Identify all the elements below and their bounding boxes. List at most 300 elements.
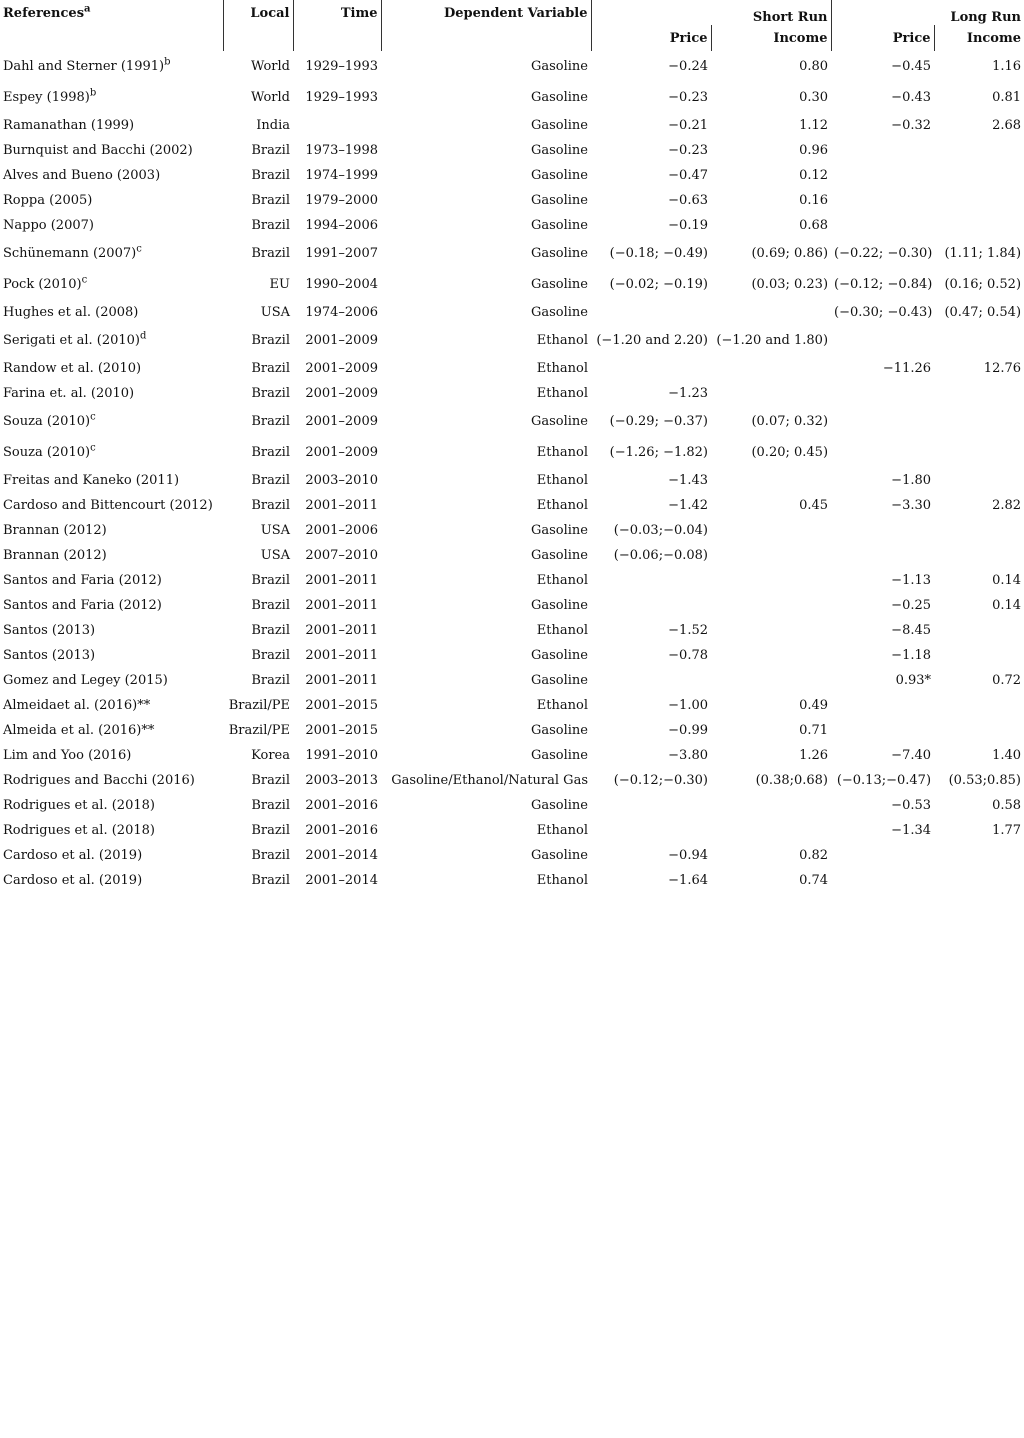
cell-local: USA xyxy=(260,548,290,563)
cell-short-run-price xyxy=(591,668,711,693)
cell-short-run-income xyxy=(711,643,831,668)
cell-long-run-income: 0.81 xyxy=(992,90,1022,105)
cell-long-run-income: 1.40 xyxy=(992,748,1022,763)
reference-text: Gomez and Legey (2015) xyxy=(3,673,168,688)
cell-time: 2003–2010 xyxy=(305,473,378,488)
cell-reference xyxy=(0,643,223,668)
cell-short-run-income: 0.49 xyxy=(799,698,829,713)
cell-long-run-income xyxy=(934,188,1024,213)
reference-text: Schünemann (2007) xyxy=(3,246,137,261)
cell-long-run-income xyxy=(934,618,1024,643)
cell-long-run-income xyxy=(934,325,1024,356)
cell-long-run-price: −7.40 xyxy=(891,748,932,763)
cell-reference xyxy=(0,437,223,468)
table-row xyxy=(0,381,1024,406)
table-body xyxy=(0,51,1024,893)
cell-long-run-income xyxy=(934,406,1024,437)
cell-dependent-variable: Gasoline xyxy=(530,59,588,74)
table-row xyxy=(0,163,1024,188)
cell-dependent-variable: Ethanol xyxy=(536,445,588,460)
cell-reference xyxy=(0,468,223,493)
cell-reference xyxy=(0,381,223,406)
cell-long-run-price: −1.13 xyxy=(891,573,932,588)
cell-short-run-price xyxy=(591,568,711,593)
cell-time: 1974–1999 xyxy=(305,168,378,183)
cell-reference xyxy=(0,163,223,188)
cell-short-run-income xyxy=(711,818,831,843)
cell-time: 1979–2000 xyxy=(305,193,378,208)
table-row xyxy=(0,568,1024,593)
cell-long-run-price xyxy=(831,868,934,893)
cell-time: 2001–2009 xyxy=(305,414,378,429)
cell-reference xyxy=(0,188,223,213)
cell-long-run-price xyxy=(831,843,934,868)
cell-long-run-price xyxy=(831,163,934,188)
cell-local: Brazil xyxy=(251,386,290,401)
table-row xyxy=(0,718,1024,743)
cell-dependent-variable: Gasoline xyxy=(530,748,588,763)
cell-short-run-income xyxy=(711,568,831,593)
table-row xyxy=(0,468,1024,493)
cell-reference xyxy=(0,768,223,793)
cell-long-run-price: 0.93* xyxy=(895,673,932,688)
cell-dependent-variable: Gasoline xyxy=(530,246,588,261)
cell-short-run-income xyxy=(711,518,831,543)
cell-short-run-price: (−1.26; −1.82) xyxy=(609,445,708,460)
reference-text: Serigati et al. (2010) xyxy=(3,333,141,348)
cell-short-run-price: −1.42 xyxy=(668,498,708,513)
cell-local: Brazil xyxy=(251,414,290,429)
cell-short-run-price xyxy=(591,300,711,325)
cell-long-run-income: (0.53;0.85) xyxy=(948,773,1022,788)
cell-long-run-price: (−0.30; −0.43) xyxy=(834,305,933,320)
cell-short-run-price: −0.23 xyxy=(668,143,708,158)
cell-short-run-price: −0.24 xyxy=(668,59,708,74)
table-row xyxy=(0,643,1024,668)
cell-reference xyxy=(0,325,223,356)
cell-long-run-income xyxy=(934,543,1024,568)
cell-short-run-price: −0.99 xyxy=(668,723,708,738)
cell-time: 2001–2011 xyxy=(305,498,378,513)
cell-reference xyxy=(0,668,223,693)
cell-short-run-income xyxy=(711,356,831,381)
long-run-price-header: Price xyxy=(831,25,934,51)
cell-dependent-variable: Gasoline xyxy=(530,305,588,320)
cell-short-run-price: (−1.20 and 2.20) xyxy=(596,333,708,348)
cell-short-run-income: 0.80 xyxy=(799,59,829,74)
cell-short-run-income: 0.96 xyxy=(799,143,829,158)
cell-long-run-price xyxy=(831,213,934,238)
cell-time: 2001–2009 xyxy=(305,386,378,401)
table-row xyxy=(0,238,1024,269)
cell-long-run-income xyxy=(934,718,1024,743)
cell-reference xyxy=(0,356,223,381)
cell-reference xyxy=(0,693,223,718)
cell-reference xyxy=(0,269,223,300)
cell-long-run-price: −1.18 xyxy=(891,648,932,663)
reference-text: Freitas and Kaneko (2011) xyxy=(3,473,180,488)
cell-reference xyxy=(0,743,223,768)
cell-local: Brazil xyxy=(251,498,290,513)
cell-time: 2001–2016 xyxy=(305,798,378,813)
reference-text: Cardoso and Bittencourt (2012) xyxy=(3,498,213,513)
cell-local: Brazil xyxy=(251,873,290,888)
cell-long-run-income: (0.47; 0.54) xyxy=(944,305,1022,320)
cell-long-run-income xyxy=(934,381,1024,406)
cell-long-run-income: 2.68 xyxy=(992,118,1022,133)
cell-dependent-variable: Ethanol xyxy=(536,873,588,888)
cell-reference xyxy=(0,543,223,568)
cell-short-run-price xyxy=(591,356,711,381)
cell-short-run-income: 0.45 xyxy=(799,498,829,513)
cell-long-run-income xyxy=(934,643,1024,668)
cell-dependent-variable: Ethanol xyxy=(536,333,588,348)
cell-long-run-income xyxy=(934,437,1024,468)
cell-long-run-price: −0.43 xyxy=(891,90,932,105)
cell-time: 1991–2010 xyxy=(305,748,378,763)
cell-long-run-income: 0.58 xyxy=(992,798,1022,813)
cell-long-run-income xyxy=(934,868,1024,893)
cell-local: Brazil/PE xyxy=(228,698,290,713)
table-row xyxy=(0,618,1024,643)
cell-short-run-income: (0.69; 0.86) xyxy=(751,246,829,261)
cell-local: Brazil xyxy=(251,648,290,663)
cell-dependent-variable: Gasoline xyxy=(530,648,588,663)
cell-dependent-variable: Gasoline xyxy=(530,168,588,183)
cell-time: 2001–2009 xyxy=(305,361,378,376)
reference-text: Santos and Faria (2012) xyxy=(3,598,162,613)
cell-reference xyxy=(0,138,223,163)
cell-time xyxy=(293,113,381,138)
table-row xyxy=(0,793,1024,818)
cell-time: 1929–1993 xyxy=(305,90,378,105)
cell-local: India xyxy=(256,118,290,133)
table-row xyxy=(0,818,1024,843)
cell-long-run-income: 2.82 xyxy=(992,498,1022,513)
cell-local: Brazil xyxy=(251,333,290,348)
cell-long-run-income: 1.16 xyxy=(992,59,1022,74)
footnote-marker: c xyxy=(81,274,88,286)
cell-short-run-price: −0.78 xyxy=(668,648,708,663)
cell-dependent-variable: Ethanol xyxy=(536,573,588,588)
long-run-income-header: Income xyxy=(966,30,1022,46)
reference-text: Hughes et al. (2008) xyxy=(3,305,139,320)
cell-reference xyxy=(0,406,223,437)
reference-text: Santos (2013) xyxy=(3,623,96,638)
table-row xyxy=(0,743,1024,768)
table-row xyxy=(0,113,1024,138)
cell-time: 2001–2009 xyxy=(305,333,378,348)
cell-short-run-income: 0.16 xyxy=(799,193,829,208)
cell-long-run-income xyxy=(934,518,1024,543)
cell-local: Brazil xyxy=(251,573,290,588)
reference-text: Ramanathan (1999) xyxy=(3,118,135,133)
reference-text: Roppa (2005) xyxy=(3,193,93,208)
table-row xyxy=(0,493,1024,518)
reference-text: Pock (2010) xyxy=(3,277,82,292)
cell-dependent-variable: Gasoline xyxy=(530,723,588,738)
reference-text: Cardoso et al. (2019) xyxy=(3,873,143,888)
cell-local: Brazil xyxy=(251,673,290,688)
cell-time: 2001–2014 xyxy=(305,848,378,863)
cell-short-run-income: 0.71 xyxy=(799,723,829,738)
cell-short-run-income: 1.26 xyxy=(799,748,829,763)
cell-long-run-price xyxy=(831,693,934,718)
table-row xyxy=(0,188,1024,213)
cell-reference xyxy=(0,493,223,518)
reference-text: Burnquist and Bacchi (2002) xyxy=(3,143,193,158)
cell-long-run-price: −8.45 xyxy=(891,623,932,638)
cell-local: World xyxy=(251,90,290,105)
cell-dependent-variable: Gasoline xyxy=(530,798,588,813)
cell-long-run-price xyxy=(831,188,934,213)
cell-short-run-price xyxy=(591,593,711,618)
cell-dependent-variable: Gasoline xyxy=(530,118,588,133)
cell-short-run-price: (−0.29; −0.37) xyxy=(609,414,708,429)
cell-long-run-income xyxy=(934,843,1024,868)
table-row xyxy=(0,269,1024,300)
reference-text: Souza (2010) xyxy=(3,445,91,460)
cell-local: Brazil xyxy=(251,246,290,261)
cell-dependent-variable: Gasoline xyxy=(530,218,588,233)
cell-time: 2001–2015 xyxy=(305,698,378,713)
cell-short-run-income xyxy=(711,468,831,493)
cell-local: Brazil xyxy=(251,473,290,488)
cell-short-run-price: −0.23 xyxy=(668,90,708,105)
cell-dependent-variable: Gasoline xyxy=(530,90,588,105)
cell-long-run-price: (−0.12; −0.84) xyxy=(834,277,933,292)
cell-time: 2007–2010 xyxy=(305,548,378,563)
cell-time: 2001–2011 xyxy=(305,573,378,588)
table-row xyxy=(0,843,1024,868)
cell-short-run-price: −0.19 xyxy=(668,218,708,233)
cell-short-run-price xyxy=(591,818,711,843)
local-header: Local xyxy=(223,0,293,51)
cell-dependent-variable: Gasoline xyxy=(530,277,588,292)
cell-reference xyxy=(0,818,223,843)
cell-short-run-price: −0.63 xyxy=(668,193,708,208)
cell-long-run-price: −0.32 xyxy=(891,118,932,133)
header-row-1 xyxy=(0,0,1024,25)
cell-local: Brazil xyxy=(251,823,290,838)
references-header: References$^a$ xyxy=(0,0,223,51)
reference-text: Santos (2013) xyxy=(3,648,96,663)
table-row xyxy=(0,300,1024,325)
short-run-income-header: Income xyxy=(711,25,831,51)
cell-long-run-income: 0.14 xyxy=(992,573,1022,588)
table-row xyxy=(0,213,1024,238)
cell-reference xyxy=(0,793,223,818)
table-row xyxy=(0,325,1024,356)
cell-long-run-price xyxy=(831,325,934,356)
cell-short-run-price: −1.43 xyxy=(668,473,708,488)
time-header: Time xyxy=(293,0,381,51)
cell-short-run-income: 1.12 xyxy=(799,118,829,133)
cell-time: 2001–2011 xyxy=(305,648,378,663)
reference-text: Espey (1998) xyxy=(3,90,90,105)
table-row xyxy=(0,593,1024,618)
cell-short-run-price: −0.94 xyxy=(668,848,708,863)
cell-time: 2001–2014 xyxy=(305,873,378,888)
cell-short-run-income xyxy=(711,668,831,693)
cell-reference xyxy=(0,568,223,593)
cell-time: 1990–2004 xyxy=(305,277,378,292)
cell-dependent-variable: Ethanol xyxy=(536,498,588,513)
table-row xyxy=(0,437,1024,468)
reference-text: Nappo (2007) xyxy=(3,218,94,233)
table-row xyxy=(0,668,1024,693)
short-run-header: Short Run xyxy=(591,0,831,25)
cell-short-run-price: −1.52 xyxy=(668,623,708,638)
cell-long-run-income xyxy=(934,138,1024,163)
cell-reference xyxy=(0,113,223,138)
cell-dependent-variable: Gasoline xyxy=(530,193,588,208)
reference-text: Farina et. al. (2010) xyxy=(3,386,135,401)
cell-time: 2001–2016 xyxy=(305,823,378,838)
cell-short-run-price: −3.80 xyxy=(668,748,708,763)
cell-long-run-income: (1.11; 1.84) xyxy=(944,246,1022,261)
cell-reference xyxy=(0,868,223,893)
cell-short-run-price: −1.64 xyxy=(668,873,708,888)
cell-local: Brazil xyxy=(251,193,290,208)
reference-text: Rodrigues et al. (2018) xyxy=(3,823,155,838)
reference-text: Souza (2010) xyxy=(3,414,91,429)
cell-local: USA xyxy=(260,305,290,320)
table-row xyxy=(0,693,1024,718)
reference-text: Brannan (2012) xyxy=(3,548,107,563)
long-run-header: Long Run xyxy=(950,10,1022,25)
cell-short-run-income xyxy=(711,300,831,325)
table-row xyxy=(0,768,1024,793)
cell-short-run-price xyxy=(591,793,711,818)
cell-local: Brazil xyxy=(251,168,290,183)
cell-short-run-income xyxy=(711,593,831,618)
cell-long-run-price xyxy=(831,138,934,163)
cell-long-run-income xyxy=(934,163,1024,188)
table-row xyxy=(0,543,1024,568)
cell-long-run-price: −11.26 xyxy=(882,361,932,376)
reference-text: Almeidaet al. (2016)** xyxy=(3,698,151,713)
cell-long-run-price xyxy=(831,543,934,568)
cell-long-run-price: −1.80 xyxy=(891,473,932,488)
cell-long-run-income: (0.16; 0.52) xyxy=(944,277,1022,292)
cell-long-run-income: 0.72 xyxy=(992,673,1022,688)
footnote-marker: c xyxy=(136,243,142,255)
cell-dependent-variable: Gasoline xyxy=(530,598,588,613)
cell-local: Brazil xyxy=(251,361,290,376)
cell-short-run-price: (−0.12;−0.30) xyxy=(613,773,708,788)
cell-local: Brazil xyxy=(251,798,290,813)
cell-reference xyxy=(0,51,223,82)
cell-local: World xyxy=(251,59,290,74)
cell-local: EU xyxy=(269,277,290,292)
cell-short-run-income xyxy=(711,381,831,406)
cell-local: Korea xyxy=(251,748,290,763)
cell-short-run-income: (0.03; 0.23) xyxy=(751,277,829,292)
cell-long-run-price: −3.30 xyxy=(891,498,932,513)
reference-text: Rodrigues and Bacchi (2016) xyxy=(3,773,195,788)
cell-long-run-price xyxy=(831,518,934,543)
cell-short-run-price: −0.21 xyxy=(668,118,708,133)
cell-long-run-price xyxy=(831,406,934,437)
dependent-variable-header: Dependent Variable xyxy=(381,0,591,51)
cell-long-run-income: 12.76 xyxy=(983,361,1022,376)
cell-time: 1973–1998 xyxy=(305,143,378,158)
table-row xyxy=(0,518,1024,543)
cell-long-run-income xyxy=(934,213,1024,238)
cell-local: Brazil xyxy=(251,445,290,460)
table-row xyxy=(0,51,1024,82)
cell-time: 2001–2006 xyxy=(305,523,378,538)
reference-text: Lim and Yoo (2016) xyxy=(3,748,132,763)
cell-short-run-income xyxy=(711,543,831,568)
cell-reference xyxy=(0,518,223,543)
cell-dependent-variable: Ethanol xyxy=(536,473,588,488)
reference-text: Rodrigues et al. (2018) xyxy=(3,798,155,813)
cell-short-run-income: (0.38;0.68) xyxy=(755,773,829,788)
cell-local: Brazil xyxy=(251,848,290,863)
cell-long-run-income: 1.77 xyxy=(992,823,1022,838)
footnote-marker: b xyxy=(164,56,171,68)
cell-time: 1991–2007 xyxy=(305,246,378,261)
cell-long-run-price xyxy=(831,381,934,406)
cell-time: 1994–2006 xyxy=(305,218,378,233)
cell-short-run-income: (−1.20 and 1.80) xyxy=(716,333,829,348)
cell-long-run-price xyxy=(831,718,934,743)
cell-reference xyxy=(0,213,223,238)
cell-short-run-income: 0.74 xyxy=(799,873,829,888)
table-row xyxy=(0,868,1024,893)
footnote-marker: c xyxy=(90,442,96,454)
reference-text: Alves and Bueno (2003) xyxy=(3,168,161,183)
cell-dependent-variable: Ethanol xyxy=(536,361,588,376)
cell-short-run-income: 0.30 xyxy=(799,90,829,105)
cell-short-run-income: (0.20; 0.45) xyxy=(751,445,829,460)
cell-short-run-price: (−0.06;−0.08) xyxy=(613,548,708,563)
cell-dependent-variable: Gasoline/Ethanol/Natural Gas xyxy=(391,773,588,788)
cell-long-run-price: −0.45 xyxy=(891,59,932,74)
cell-time: 2001–2011 xyxy=(305,598,378,613)
cell-long-run-income: 0.14 xyxy=(992,598,1022,613)
cell-reference xyxy=(0,593,223,618)
cell-time: 2003–2013 xyxy=(305,773,378,788)
cell-dependent-variable: Ethanol xyxy=(536,698,588,713)
cell-reference xyxy=(0,843,223,868)
cell-long-run-price: (−0.13;−0.47) xyxy=(836,773,932,788)
cell-dependent-variable: Gasoline xyxy=(530,143,588,158)
cell-dependent-variable: Gasoline xyxy=(530,523,588,538)
footnote-marker: d xyxy=(140,330,147,342)
cell-short-run-price: (−0.03;−0.04) xyxy=(613,523,708,538)
cell-local: Brazil xyxy=(251,598,290,613)
cell-reference xyxy=(0,718,223,743)
cell-long-run-income xyxy=(934,468,1024,493)
cell-dependent-variable: Ethanol xyxy=(536,823,588,838)
reference-text: Cardoso et al. (2019) xyxy=(3,848,143,863)
cell-reference xyxy=(0,82,223,113)
cell-reference xyxy=(0,300,223,325)
cell-short-run-income xyxy=(711,793,831,818)
cell-long-run-price xyxy=(831,437,934,468)
reference-text: Brannan (2012) xyxy=(3,523,107,538)
cell-reference xyxy=(0,238,223,269)
short-run-price-header: Price xyxy=(591,25,711,51)
cell-short-run-income xyxy=(711,618,831,643)
cell-dependent-variable: Ethanol xyxy=(536,623,588,638)
reference-text: Randow et al. (2010) xyxy=(3,361,142,376)
cell-local: USA xyxy=(260,523,290,538)
cell-short-run-price: (−0.02; −0.19) xyxy=(609,277,708,292)
